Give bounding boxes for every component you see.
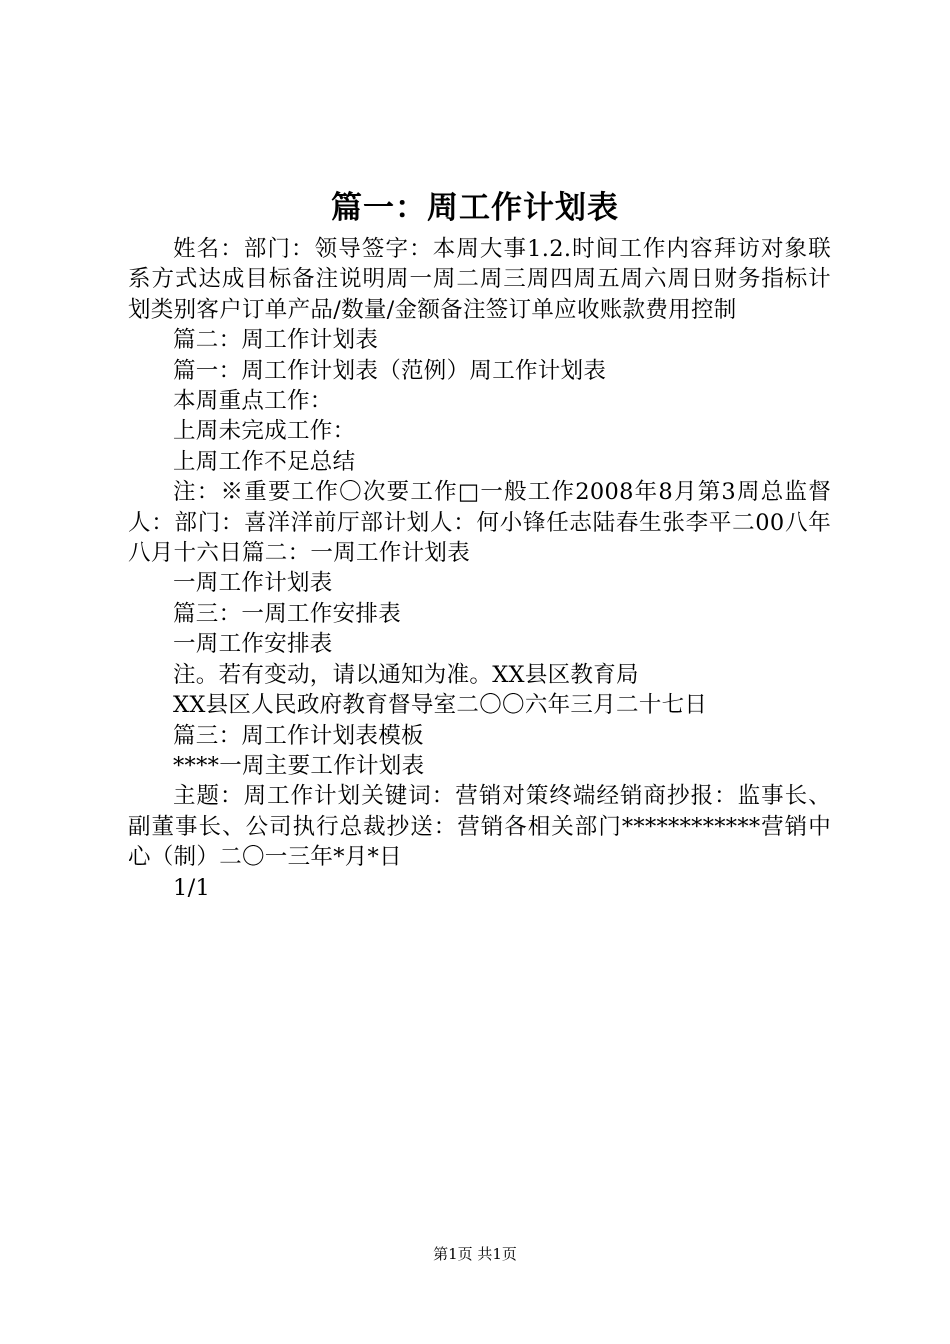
paragraph-header-fields: 姓名：部门：领导签字：本周大事1.2.时间工作内容拜访对象联系方式达成目标备注说明周一周二周三周四周五周六周日财务指标计划类别客户订单产品/数量/金额备注签订单应收账款费用控制	[128, 236, 831, 323]
document-body	[128, 234, 831, 903]
paragraph-change-notice: 注。若有变动，请以通知为准。XX县区教育局	[173, 661, 639, 688]
paragraph-note-legend: 注：※重要工作〇次要工作□一般工作2008年8月第3周总监督人：部门：喜洋洋前厅部计划人：何小锋任志陆春生张李平二00八年八月十六日篇二：一周工作计划表	[128, 479, 831, 567]
paragraph-page-count: 1/1	[173, 874, 211, 901]
paragraph-example-heading: 篇一：周工作计划表（范例）周工作计划表	[173, 357, 607, 384]
paragraph-part-three-heading: 篇三：一周工作安排表	[173, 600, 402, 627]
paragraph-part-two-heading: 篇二：周工作计划表	[173, 327, 379, 354]
paragraph-weekly-schedule-heading: 一周工作安排表	[173, 631, 333, 658]
page-footer: 第1页 共1页	[433, 1245, 517, 1263]
paragraph-key-work: 本周重点工作：	[173, 388, 333, 415]
paragraph-template-heading: 篇三：周工作计划表模板	[173, 722, 424, 749]
paragraph-issuer-date: XX县区人民政府教育督导室二〇〇六年三月二十七日	[173, 692, 708, 719]
paragraph-shortcomings-summary: 上周工作不足总结	[173, 448, 356, 475]
paragraph-unfinished-work: 上周未完成工作：	[173, 418, 356, 445]
paragraph-main-plan-heading: ****一周主要工作计划表	[173, 752, 425, 779]
document-title: 篇一：周工作计划表	[331, 190, 619, 226]
paragraph-weekly-plan-heading: 一周工作计划表	[173, 570, 333, 597]
paragraph-subject-keywords: 主题：周工作计划关键词：营销对策终端经销商抄报：监事长、副董事长、公司执行总裁抄送：营销各相关部门************营销中心（制）二〇一三年*月*日	[128, 783, 831, 871]
